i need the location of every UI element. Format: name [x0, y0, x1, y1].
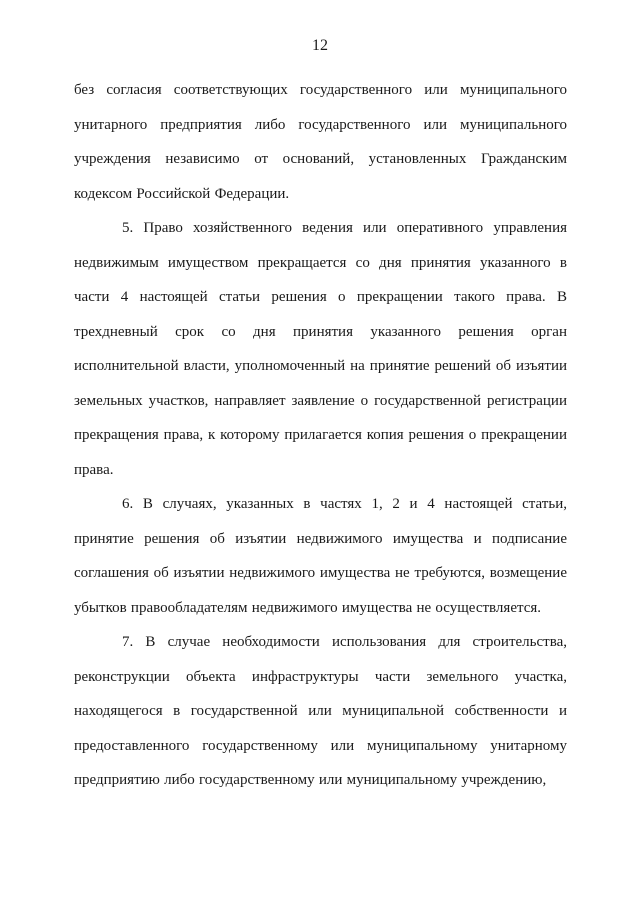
paragraph-6: 6. В случаях, указанных в частях 1, 2 и 4 настоящей статьи, принятие решения об изъятии недвижимого имущества и подписание соглашения об изъятии недвижимого имущества не требуются, возмещение убытков правообладателям недвижимого имущества не осуществляется. — [74, 496, 567, 616]
paragraph-continuation: без согласия соответствующих государственного или муниципального унитарного предприятия либо государственного или муниципального учреждения независимо от оснований, установленных Гражданским кодексом Российской Федерации. — [74, 82, 567, 202]
page-number: 12 — [312, 37, 328, 54]
paragraph-7: 7. В случае необходимости использования для строительства, реконструкции объекта инфраструктуры части земельного участка, находящегося в государственной или муниципальной собственности и предоставленного государственному или муниципальному унитарному предприятию либо государственному или муниципальному учреждению, — [74, 634, 567, 788]
paragraph-5: 5. Право хозяйственного ведения или оперативного управления недвижимым имуществом прекращается со дня принятия указанного в части 4 настоящей статьи решения о прекращении такого права. В трехдневный срок со дня принятия указанного решения орган исполнительной власти, уполномоченный на принятие решений об изъятии земельных участков, направляет заявление о государственной регистрации прекращения права, к которому прилагается копия решения о прекращении права. — [74, 220, 567, 478]
document-body — [74, 73, 567, 798]
